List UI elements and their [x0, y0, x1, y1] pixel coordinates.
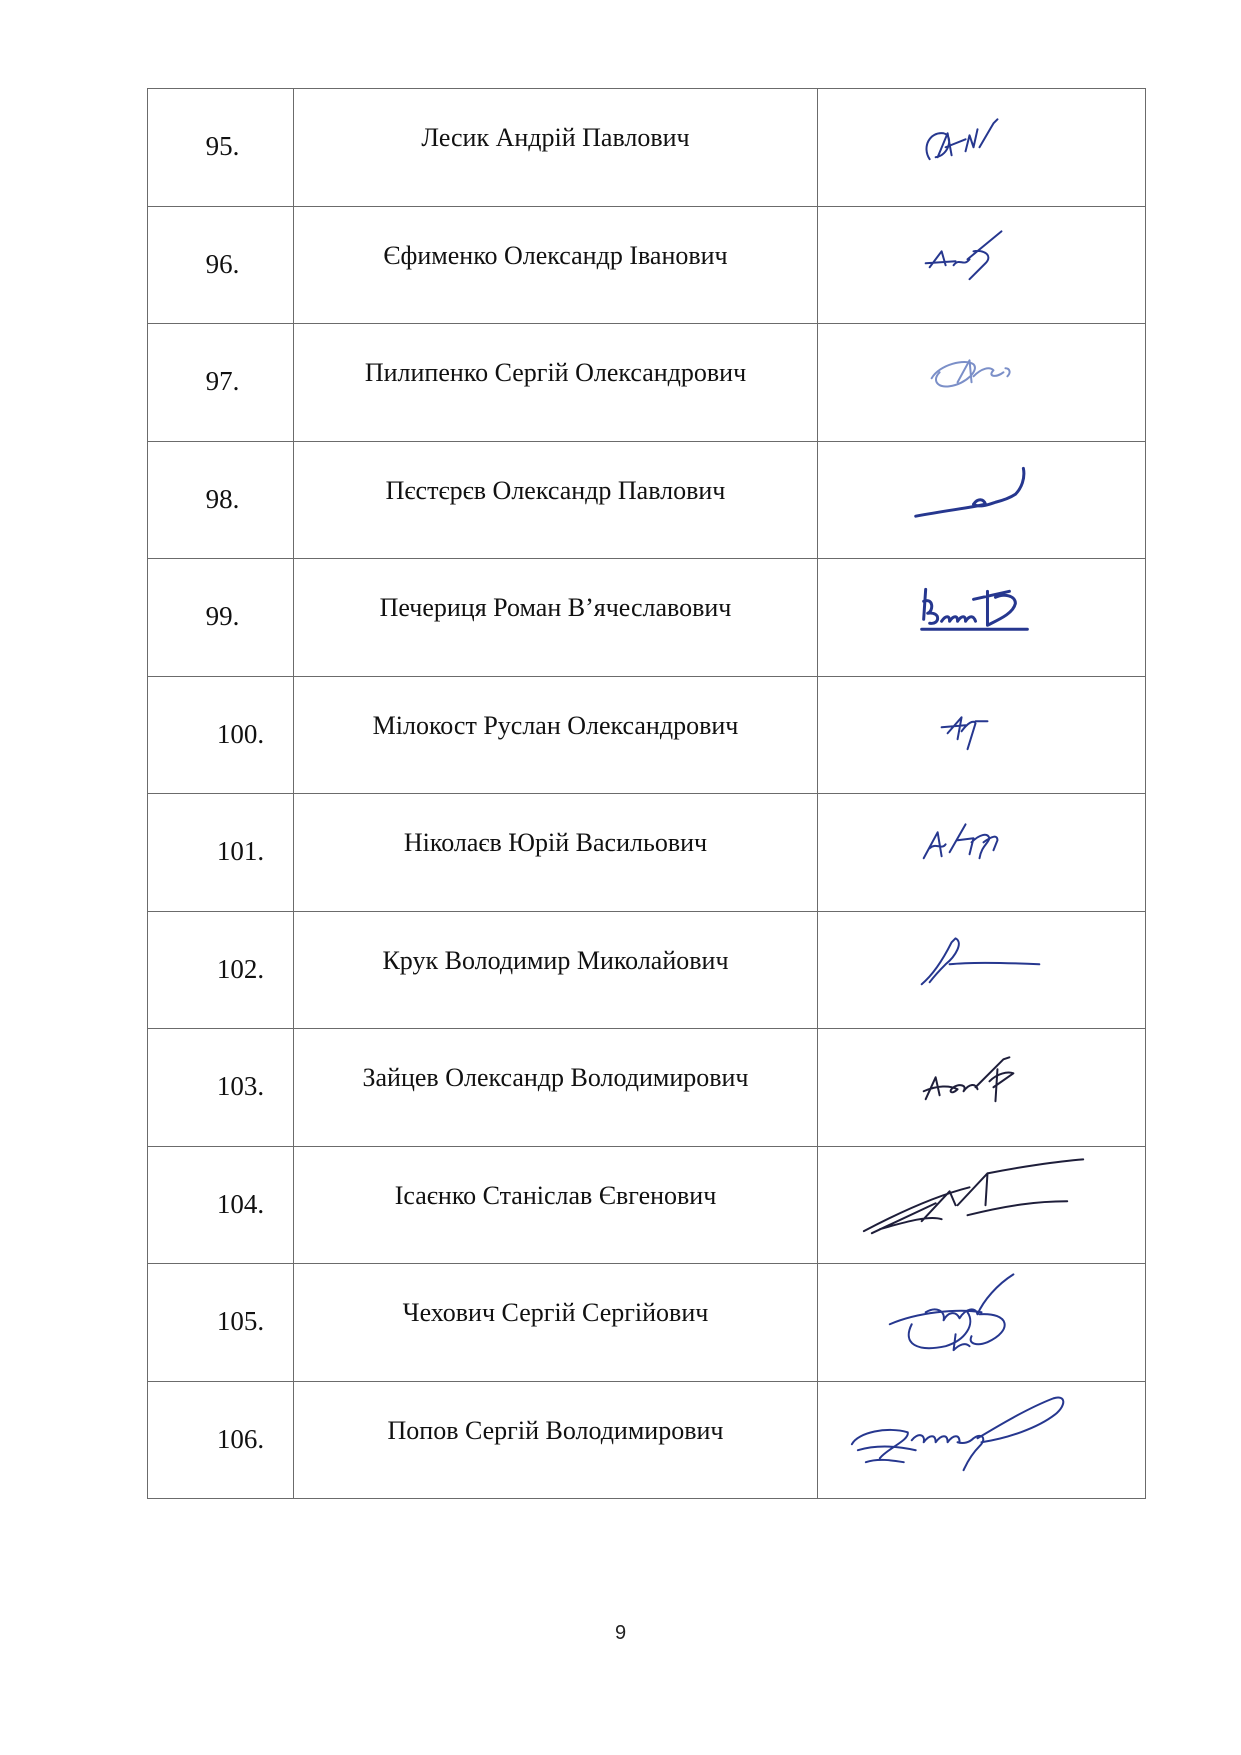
table-row: [148, 1146, 1146, 1264]
person-name: Лесик Андрій Павлович: [294, 89, 818, 207]
signature-image: [818, 1147, 1145, 1264]
row-number: 100.: [148, 676, 294, 794]
table-row: [148, 1029, 1146, 1147]
signature-image: [818, 207, 1145, 324]
table-row: [148, 559, 1146, 677]
person-name: Мілокост Руслан Олександрович: [294, 676, 818, 794]
table-row: [148, 794, 1146, 912]
person-name: Попов Сергій Володимирович: [294, 1381, 818, 1499]
row-number: 103.: [148, 1029, 294, 1147]
row-number: 105.: [148, 1264, 294, 1382]
table-row: [148, 324, 1146, 442]
signature: [818, 1146, 1146, 1264]
table-row: [148, 89, 1146, 207]
signature: [818, 559, 1146, 677]
signature-image: [818, 1264, 1145, 1381]
person-name: Крук Володимир Миколайович: [294, 911, 818, 1029]
person-name: Пєстєрєв Олександр Павлович: [294, 441, 818, 559]
row-number: 102.: [148, 911, 294, 1029]
row-number: 97.: [148, 324, 294, 442]
signature: [818, 206, 1146, 324]
signature-image: [818, 912, 1145, 1029]
row-number: 106.: [148, 1381, 294, 1499]
signature: [818, 676, 1146, 794]
signature: [818, 1264, 1146, 1382]
signature-image: [818, 677, 1145, 794]
signature: [818, 794, 1146, 912]
signature-image: [818, 794, 1145, 911]
signature-table: [147, 88, 1146, 1499]
signature: [818, 441, 1146, 559]
signature-image: [818, 559, 1145, 676]
person-name: Єфименко Олександр Іванович: [294, 206, 818, 324]
table-row: [148, 911, 1146, 1029]
person-name: Ісаєнко Станіслав Євгенович: [294, 1146, 818, 1264]
signature: [818, 1029, 1146, 1147]
row-number: 95.: [148, 89, 294, 207]
table-row: [148, 1264, 1146, 1382]
row-number: 99.: [148, 559, 294, 677]
table-row: [148, 676, 1146, 794]
signature-image: [818, 1029, 1145, 1146]
table-row: [148, 206, 1146, 324]
row-number: 101.: [148, 794, 294, 912]
signature-image: [818, 324, 1145, 441]
row-number: 98.: [148, 441, 294, 559]
signature: [818, 89, 1146, 207]
person-name: Пилипенко Сергій Олександрович: [294, 324, 818, 442]
signature: [818, 324, 1146, 442]
row-number: 96.: [148, 206, 294, 324]
person-name: Чехович Сергій Сергійович: [294, 1264, 818, 1382]
signature-image: [818, 442, 1145, 559]
table-row: [148, 441, 1146, 559]
page-number: 9: [614, 1622, 627, 1644]
table-row: [148, 1381, 1146, 1499]
person-name: Зайцев Олександр Володимирович: [294, 1029, 818, 1147]
signature-image: [818, 89, 1145, 206]
person-name: Печериця Роман В’ячеславович: [294, 559, 818, 677]
signature: [818, 911, 1146, 1029]
row-number: 104.: [148, 1146, 294, 1264]
signature: [818, 1381, 1146, 1499]
person-name: Ніколаєв Юрій Васильович: [294, 794, 818, 912]
signature-image: [818, 1382, 1145, 1499]
